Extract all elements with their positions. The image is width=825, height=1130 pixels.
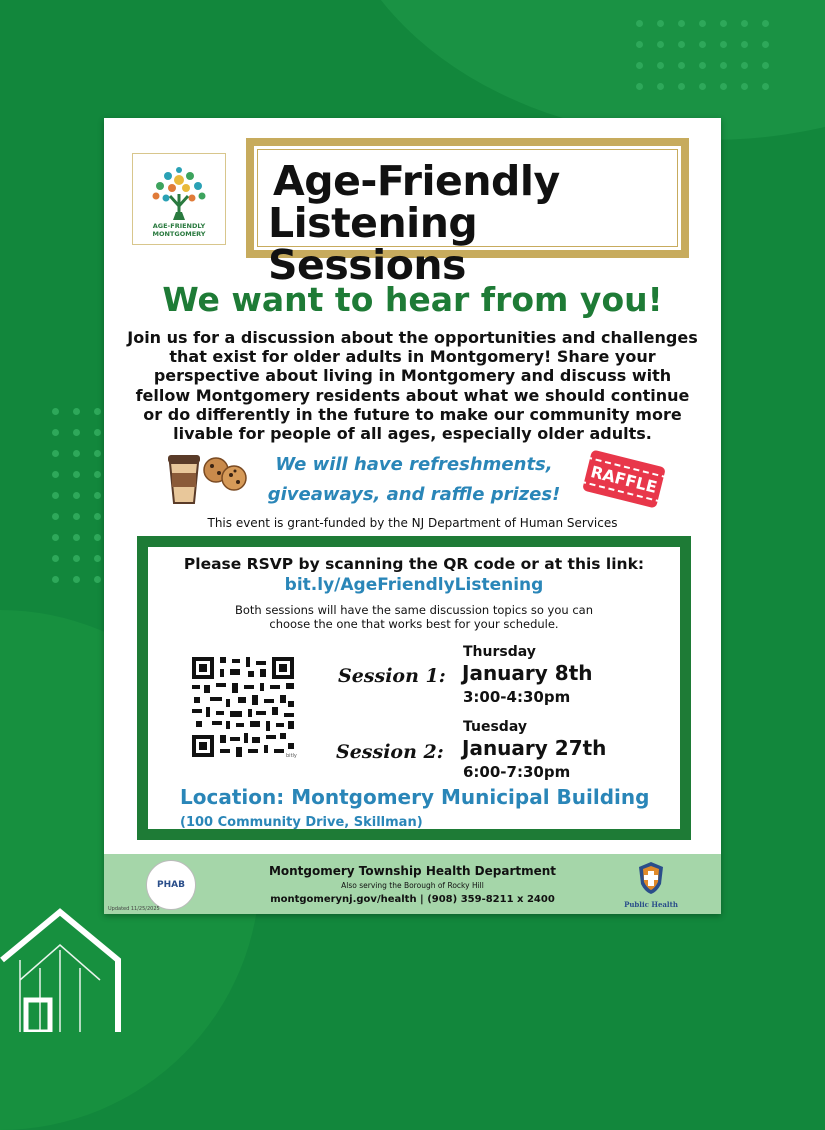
refreshments-line-1: We will have refreshments, bbox=[275, 454, 553, 475]
session-2-date: January 27th bbox=[462, 736, 607, 760]
footer bbox=[104, 854, 721, 914]
session-2-time: 6:00-7:30pm bbox=[463, 763, 571, 781]
coffee-cup-icon bbox=[164, 451, 204, 506]
session-1-time: 3:00-4:30pm bbox=[463, 688, 571, 706]
logo-line-2: MONTGOMERY bbox=[152, 230, 206, 238]
session-2-label: Session 2: bbox=[336, 741, 444, 763]
rsvp-note-line-2: choose the one that works best for your schedule. bbox=[269, 617, 559, 631]
footer-serving: Also serving the Borough of Rocky Hill bbox=[341, 881, 484, 890]
title-line-2: Listening Sessions bbox=[268, 199, 478, 289]
tree-icon bbox=[146, 164, 212, 222]
public-health-logo bbox=[616, 860, 686, 910]
rsvp-link[interactable]: bit.ly/AgeFriendlyListening bbox=[284, 575, 544, 595]
rsvp-note-line-1: Both sessions will have the same discussion topics so you can bbox=[234, 603, 593, 617]
dot-pattern bbox=[52, 408, 101, 583]
location-name: Location: Montgomery Municipal Building bbox=[180, 785, 650, 809]
intro-paragraph: Join us for a discussion about the opportunities and challenges that exist for older adults in Montgomery! Share your perspective about living in Montgomery and discuss with fellow Montgomery residents about what we should continue or do differently in the future to make our community more livable for people of all ages, especially older adults. bbox=[127, 328, 698, 444]
flyer bbox=[104, 118, 721, 914]
location-address: (100 Community Drive, Skillman) bbox=[180, 815, 423, 830]
qr-code-icon[interactable] bbox=[190, 655, 296, 759]
building-outline-icon bbox=[0, 900, 125, 1032]
page-title bbox=[268, 157, 681, 289]
updated-date: Updated 11/25/2025 bbox=[108, 906, 160, 912]
title-box bbox=[246, 138, 689, 289]
raffle-ticket-icon bbox=[582, 449, 666, 508]
rsvp-box bbox=[137, 536, 691, 840]
session-1-label: Session 1: bbox=[338, 665, 446, 687]
rsvp-note bbox=[168, 603, 660, 631]
public-health-shield-icon bbox=[637, 860, 665, 896]
grant-note: This event is grant-funded by the NJ Department of Human Services bbox=[207, 516, 618, 530]
title-line-1: Age-Friendly bbox=[273, 157, 560, 205]
session-1-date: January 8th bbox=[462, 661, 593, 685]
session-2-day: Tuesday bbox=[463, 719, 527, 735]
logo-line-1: AGE-FRIENDLY bbox=[152, 222, 206, 230]
footer-contact[interactable]: montgomerynj.gov/health | (908) 359-8211 x 2400 bbox=[270, 894, 555, 905]
age-friendly-logo bbox=[132, 153, 226, 245]
refreshments-text bbox=[254, 450, 574, 510]
public-health-text: Public Health bbox=[624, 900, 678, 909]
rsvp-heading: Please RSVP by scanning the QR code or at this link: bbox=[183, 555, 645, 573]
phab-label: PHAB bbox=[157, 880, 185, 890]
cookies-icon bbox=[202, 456, 248, 492]
headline: We want to hear from you! bbox=[162, 280, 663, 319]
qr-caption: bitly bbox=[286, 753, 297, 759]
logo-text bbox=[153, 222, 206, 238]
refreshments-line-2: giveaways, and raffle prizes! bbox=[267, 484, 561, 505]
session-1-day: Thursday bbox=[463, 644, 536, 660]
dot-pattern bbox=[636, 20, 769, 90]
raffle-label: RAFFLE bbox=[580, 456, 668, 502]
footer-department: Montgomery Township Health Department bbox=[268, 864, 557, 878]
